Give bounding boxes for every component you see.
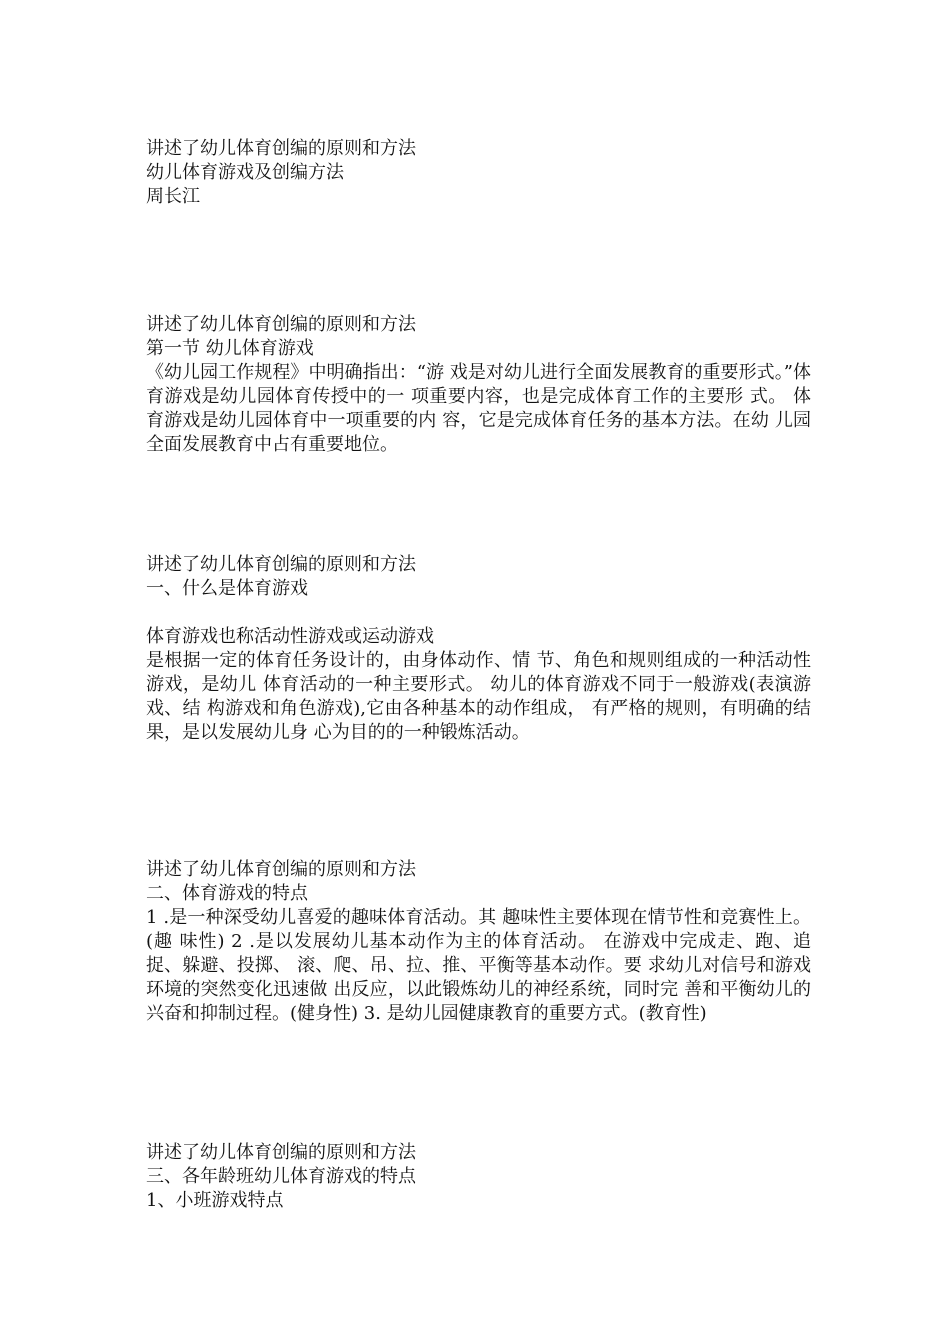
section-heading: 一、什么是体育游戏	[146, 578, 308, 599]
section-block-3	[146, 858, 811, 1026]
slide-header: 讲述了幼儿体育创编的原则和方法	[146, 314, 416, 335]
section-heading: 二、体育游戏的特点	[146, 883, 308, 904]
document-title: 幼儿体育游戏及创编方法	[146, 162, 344, 183]
section-paragraph: 是根据一定的体育任务设计的，由身体动作、情 节、角色和规则组成的一种活动性游戏，是幼儿 体育活动的一种主要形式。 幼儿的体育游戏不同于一般游戏(表演游戏、结 构游戏和角色游戏),它由各种基本的动作组成， 有严格的规则，有明确的结果，是以发展幼儿身 心为目的的一种锻炼活动。	[146, 650, 811, 743]
slide-header: 讲述了幼儿体育创编的原则和方法	[146, 859, 416, 880]
section-heading: 三、各年龄班幼儿体育游戏的特点	[146, 1166, 416, 1187]
section-paragraph: 《幼儿园工作规程》中明确指出：“游 戏是对幼儿进行全面发展教育的重要形式。”体育游戏是幼儿园体育传授中的一 项重要内容，也是完成体育工作的主要形 式。 体育游戏是幼儿园体育中一项重要的内 容，它是完成体育任务的基本方法。在幼 儿园全面发展教育中占有重要地位。	[146, 362, 811, 455]
section-subheading: 1、小班游戏特点	[146, 1190, 284, 1211]
section-block-1	[146, 313, 811, 457]
section-subheading: 体育游戏也称活动性游戏或运动游戏	[146, 626, 434, 647]
slide-header: 讲述了幼儿体育创编的原则和方法	[146, 1142, 416, 1163]
section-paragraph: 1 .是一种深受幼儿喜爱的趣味体育活动。其 趣味性主要体现在情节性和竞赛性上。(趣 味性) 2 .是以发展幼儿基本动作为主的体育活动。 在游戏中完成走、跑、追捉、躲避、投掷、 滚、爬、吊、拉、推、平衡等基本动作。要 求幼儿对信号和游戏环境的突然变化迅速做 出反应，以此锻炼幼儿的神经系统，同时完 善和平衡幼儿的兴奋和抑制过程。(健身性) 3. 是幼儿园健康教育的重要方式。(教育性)	[146, 907, 811, 1024]
section-block-4	[146, 1141, 811, 1213]
slide-header: 讲述了幼儿体育创编的原则和方法	[146, 138, 416, 159]
section-block-2	[146, 553, 811, 745]
title-block	[146, 137, 811, 209]
author: 周长江	[146, 186, 200, 207]
spacer	[146, 601, 811, 625]
slide-header: 讲述了幼儿体育创编的原则和方法	[146, 554, 416, 575]
section-heading: 第一节 幼儿体育游戏	[146, 338, 314, 359]
